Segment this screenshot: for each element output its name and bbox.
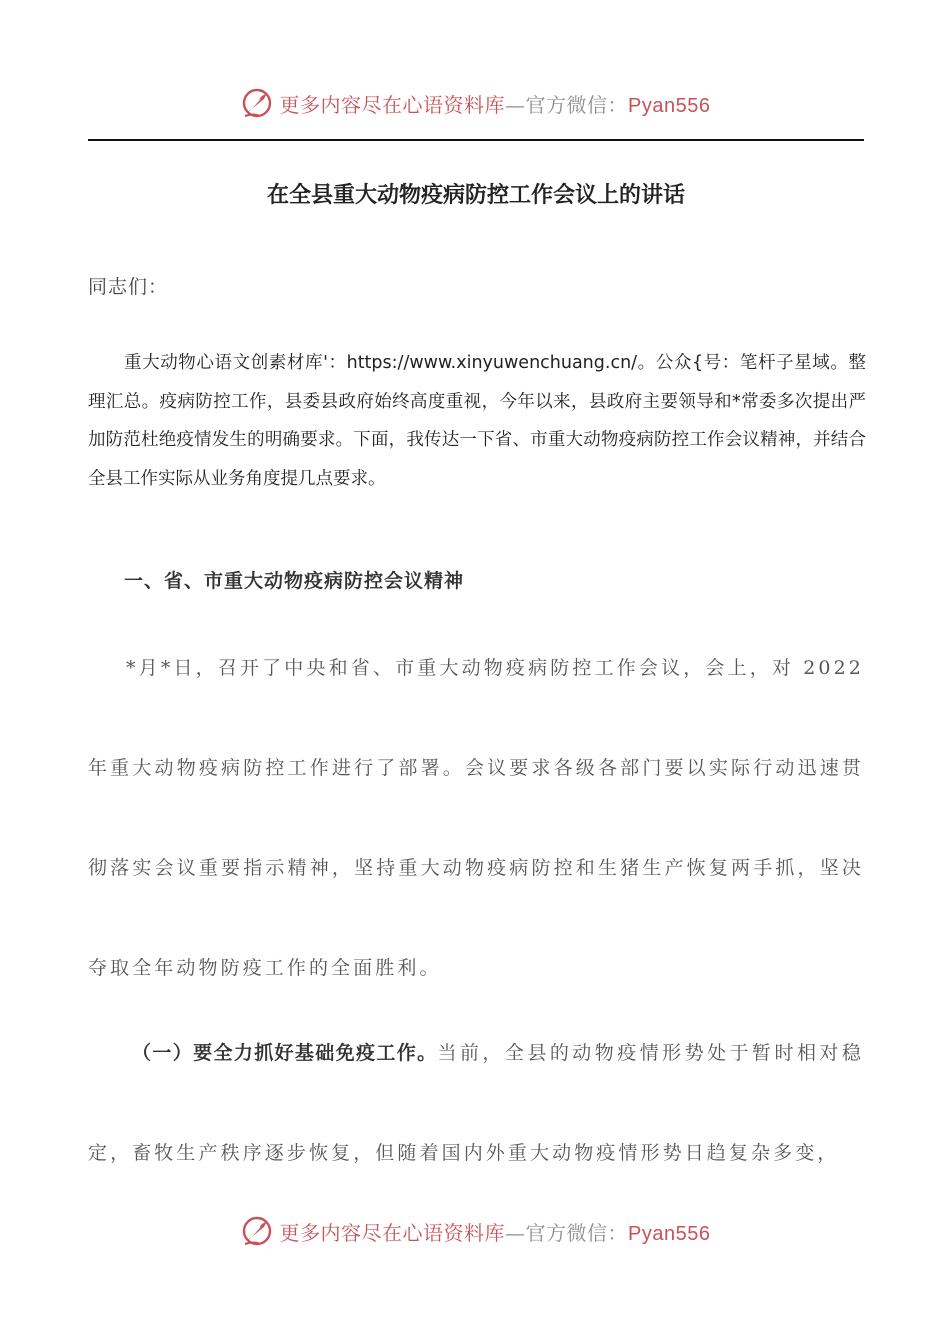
banner-brand-text: 更多内容尽在心语资料库 [279, 92, 506, 117]
section-1-paragraph: *月*日，召开了中央和省、市重大动物疫病防控工作会议，会上，对 2022 年重大动物疫病防控工作进行了部署。会议要求各级各部门要以实际行动迅速贯彻落实会议重要指示精神，坚持重大动物疫病防控和生猪生产恢复两手抓，坚决夺取全年动物防疫工作的全面胜利。 [88, 657, 864, 979]
banner-separator-text: —官方微信： [505, 1220, 629, 1245]
section-1-heading: 一、省、市重大动物疫病防控会议精神 [124, 570, 465, 592]
banner-brand-text: 更多内容尽在心语资料库 [279, 1220, 506, 1245]
pen-nib-logo-icon [240, 85, 276, 121]
banner-wechat-id: Pyan556 [628, 1222, 711, 1245]
footer-banner [0, 1208, 950, 1254]
banner-text [280, 1217, 711, 1246]
pen-nib-logo-icon [240, 1213, 276, 1249]
banner-separator-text: —官方微信： [505, 92, 629, 117]
banner-text [280, 89, 711, 118]
subsection-1-heading: （一）要全力抓好基础免疫工作。 [132, 1042, 438, 1064]
header-rule [88, 139, 864, 141]
header-banner [0, 80, 950, 126]
greeting: 同志们： [88, 276, 169, 298]
subsection-1-paragraph [88, 1003, 864, 1203]
banner-wechat-id: Pyan556 [628, 94, 711, 117]
document-title: 在全县重大动物疫病防控工作会议上的讲话 [266, 183, 685, 208]
intro-paragraph: 重大动物心语文创素材库'：https://www.xinyuwenchuang.cn/。公众{号：笔杆子星域。整理汇总。疫病防控工作，县委县政府始终高度重视，今年以来，县政府主要领导和*常委多次提出严加防范杜绝疫情发生的明确要求。下面，我传达一下省、市重大动物疫病防控工作会议精神，并结合全县工作实际从业务角度提几点要求。 [88, 353, 866, 489]
subsection-1-text: 当前，全县的动物疫情形势处于暂时相对稳定，畜牧生产秩序逐步恢复，但随着国内外重大动物疫情形势日趋复杂多变， [88, 1042, 864, 1164]
